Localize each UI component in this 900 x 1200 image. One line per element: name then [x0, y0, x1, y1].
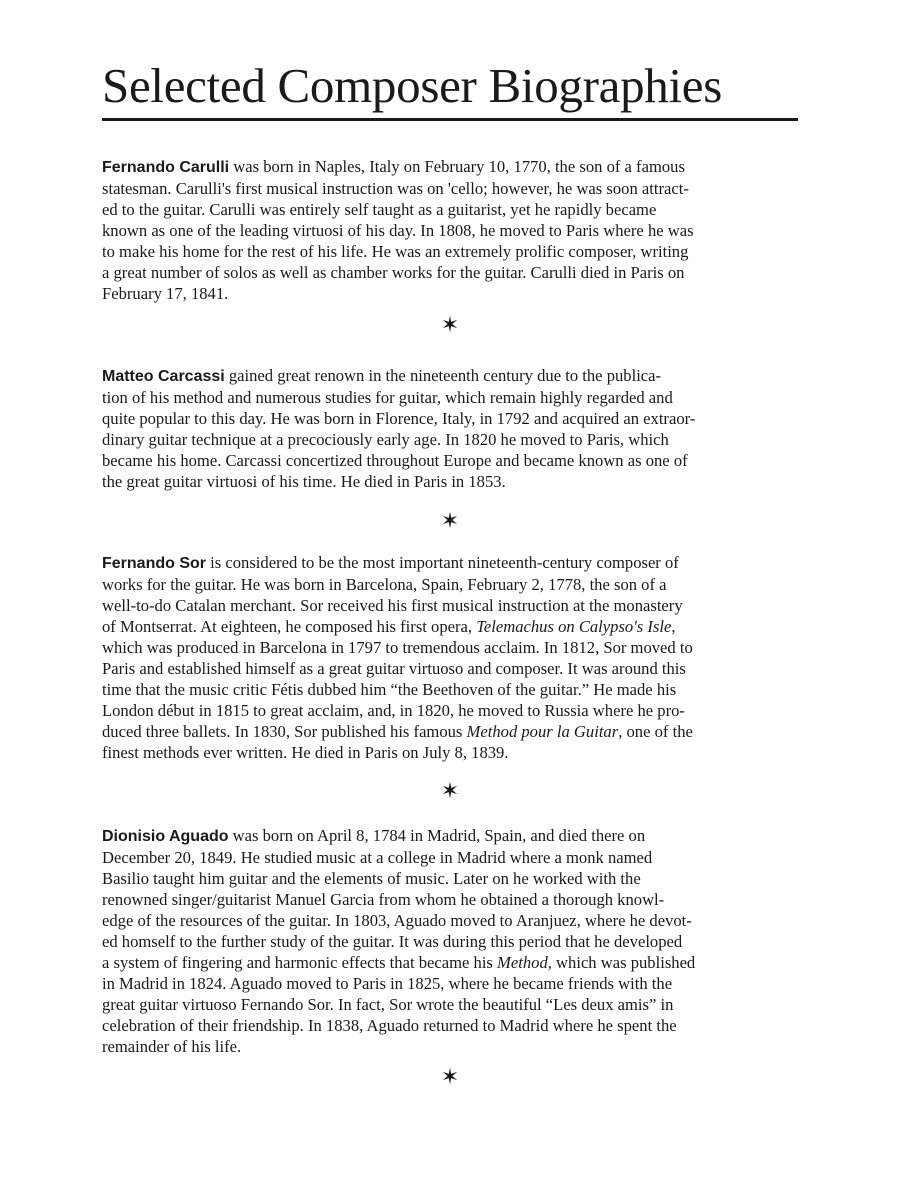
asterisk-separator-icon: ✶	[440, 1065, 460, 1090]
method-title: Method pour la Guitar	[466, 722, 619, 741]
bio-line: quite popular to this day. He was born in Florence, Italy, in 1792 and acquired an extraor-	[102, 409, 696, 428]
bio-line: ed to the guitar. Carulli was entirely self taught as a guitarist, yet he rapidly became	[102, 200, 657, 219]
bio-line: London début in 1815 to great acclaim, and, in 1820, he moved to Russia where he pro-	[102, 701, 685, 720]
bio-line: in Madrid in 1824. Aguado moved to Paris in 1825, where he became friends with the	[102, 974, 673, 993]
bio-line: edge of the resources of the guitar. In 1803, Aguado moved to Aranjuez, where he devot-	[102, 911, 692, 930]
bio-line: works for the guitar. He was born in Barcelona, Spain, February 2, 1778, the son of a	[102, 575, 667, 594]
composer-name: Matteo Carcassi	[102, 368, 225, 385]
bio-line: Paris and established himself as a great guitar virtuoso and composer. It was around this	[102, 659, 686, 678]
method-title: Method	[497, 953, 548, 972]
composer-name: Dionisio Aguado	[102, 828, 229, 845]
opera-title: Telemachus on Calypso's Isle	[476, 617, 672, 636]
asterisk-separator-icon: ✶	[440, 509, 460, 534]
bio-line: a system of fingering and harmonic effects that became his Method, which was published	[102, 953, 696, 972]
composer-name: Fernando Sor	[102, 555, 207, 572]
bio-line: tion of his method and numerous studies for guitar, which remain highly regarded and	[102, 388, 673, 407]
bio-line: became his home. Carcassi concertized throughout Europe and became known as one of	[102, 451, 688, 470]
page-title: Selected Composer Biographies	[102, 58, 722, 113]
bio-line: known as one of the leading virtuosi of his day. In 1808, he moved to Paris where he was	[102, 221, 694, 240]
bio-line: celebration of their friendship. In 1838, Aguado returned to Madrid where he spent the	[102, 1016, 677, 1035]
bio-sor	[102, 552, 798, 763]
bio-line: which was produced in Barcelona in 1797 to tremendous acclaim. In 1812, Sor moved to	[102, 638, 693, 657]
bio-line: December 20, 1849. He studied music at a college in Madrid where a monk named	[102, 848, 653, 867]
bio-line: great guitar virtuoso Fernando Sor. In fact, Sor wrote the beautiful “Les deux amis” in	[102, 995, 674, 1014]
bio-line: finest methods ever written. He died in Paris on July 8, 1839.	[102, 743, 509, 762]
bio-line: Fernando Carulli was born in Naples, Italy on February 10, 1770, the son of a famous	[102, 157, 685, 176]
bio-line: renowned singer/guitarist Manuel Garcia from whom he obtained a thorough knowl-	[102, 890, 665, 909]
title-underline	[102, 118, 798, 121]
asterisk-separator-icon: ✶	[440, 779, 460, 804]
bio-line: February 17, 1841.	[102, 284, 229, 303]
bio-line: remainder of his life.	[102, 1037, 242, 1056]
bio-line: Matteo Carcassi gained great renown in the nineteenth century due to the publica-	[102, 366, 662, 385]
bio-line: ed homself to the further study of the guitar. It was during this period that he developed	[102, 932, 683, 951]
bio-line: duced three ballets. In 1830, Sor published his famous Method pour la Guitar, one of the	[102, 722, 693, 741]
bio-line: to make his home for the rest of his life. He was an extremely prolific composer, writing	[102, 242, 689, 261]
bio-line: a great number of solos as well as chamber works for the guitar. Carulli died in Paris on	[102, 263, 685, 282]
bio-line: statesman. Carulli's first musical instruction was on 'cello; however, he was soon attract-	[102, 179, 689, 198]
bio-line: Fernando Sor is considered to be the most important nineteenth-century composer of	[102, 553, 679, 572]
bio-line: dinary guitar technique at a precociously early age. In 1820 he moved to Paris, which	[102, 430, 669, 449]
bio-carulli	[102, 156, 798, 304]
bio-line: Basilio taught him guitar and the elements of music. Later on he worked with the	[102, 869, 641, 888]
asterisk-separator-icon: ✶	[440, 313, 460, 338]
bio-line: well-to-do Catalan merchant. Sor received his first musical instruction at the monastery	[102, 596, 683, 615]
bio-carcassi	[102, 365, 798, 492]
bio-line: the great guitar virtuosi of his time. He died in Paris in 1853.	[102, 472, 506, 491]
bio-line: time that the music critic Fétis dubbed him “the Beethoven of the guitar.” He made his	[102, 680, 677, 699]
bio-line: of Montserrat. At eighteen, he composed his first opera, Telemachus on Calypso's Isle,	[102, 617, 676, 636]
bio-line: Dionisio Aguado was born on April 8, 1784 in Madrid, Spain, and died there on	[102, 826, 646, 845]
composer-name: Fernando Carulli	[102, 159, 230, 176]
bio-aguado	[102, 825, 798, 1057]
